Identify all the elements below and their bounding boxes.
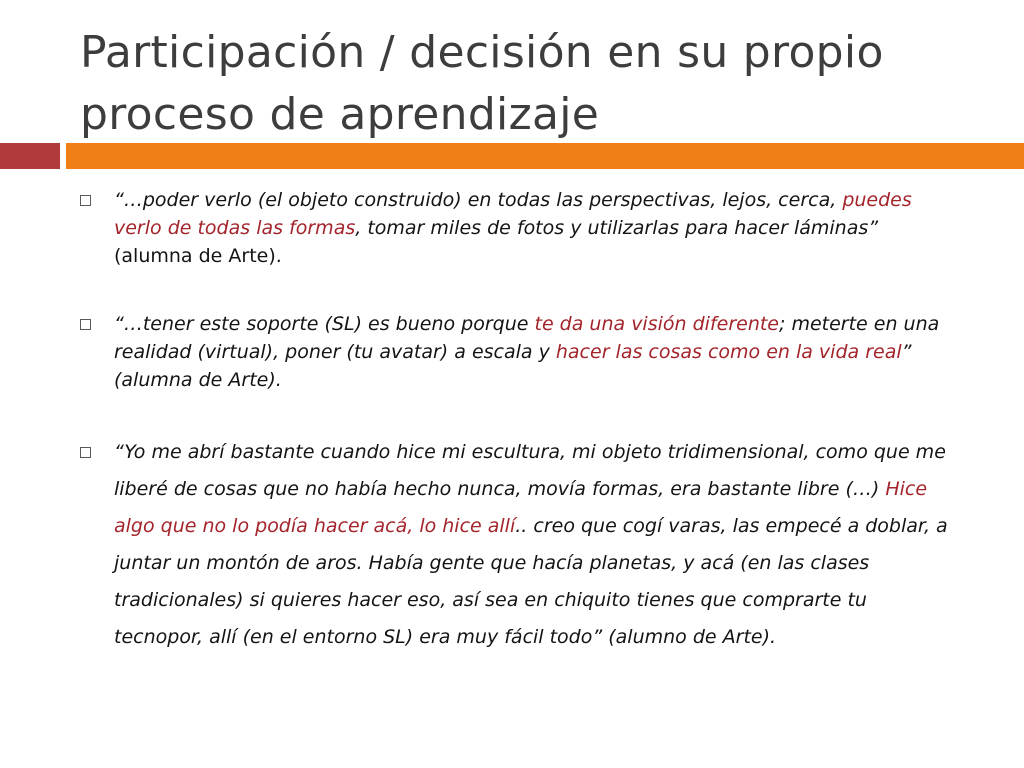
slide-title: Participación / decisión en su propio proceso de aprendizaje: [80, 27, 884, 140]
square-bullet-icon: [80, 447, 91, 458]
quote-segment: ” (alumna de Arte).: [114, 341, 912, 391]
square-bullet-icon: [80, 319, 91, 330]
quote-segment: , tomar miles de fotos y utilizarlas para hacer láminas”: [355, 217, 879, 239]
accent-bar-left: [0, 143, 60, 169]
square-bullet-icon: [80, 195, 91, 206]
quote-segment: “Yo me abrí bastante cuando hice mi escultura, mi objeto tridimensional, como que me liberé de cosas que no había hecho nunca, movía formas, era bastante libre (…): [114, 441, 946, 500]
quote-highlight: puedes verlo de todas las formas: [114, 189, 912, 239]
quote-highlight: Hice algo que no lo podía hacer acá, lo hice allí: [114, 478, 928, 537]
quote-segment: “…poder verlo (el objeto construido) en todas las perspectivas, lejos, cerca,: [114, 189, 843, 211]
quote-bullet-2: [72, 310, 952, 394]
bullet-list: [72, 186, 952, 656]
accent-bar-right: [66, 143, 1024, 169]
quote-attribution: (alumna de Arte).: [114, 245, 282, 267]
quote-bullet-1: [72, 186, 952, 270]
quote-highlight: te da una visión diferente: [534, 313, 779, 335]
quote-segment: ; meterte en una realidad (virtual), poner (tu avatar) a escala y: [114, 313, 940, 363]
quote-bullet-3: [72, 434, 952, 656]
quote-segment: “…tener este soporte (SL) es bueno porque: [114, 313, 535, 335]
quote-highlight: hacer las cosas como en la vida real: [555, 341, 902, 363]
quote-segment: .. creo que cogí varas, las empecé a doblar, a juntar un montón de aros. Había gente que hacía planetas, y acá (en las clases tradicionales) si quieres hacer eso, así sea en chiquito tienes que comprarte tu tecnopor, allí (en el entorno SL) era muy fácil todo” (alumno de Arte).: [114, 515, 948, 648]
